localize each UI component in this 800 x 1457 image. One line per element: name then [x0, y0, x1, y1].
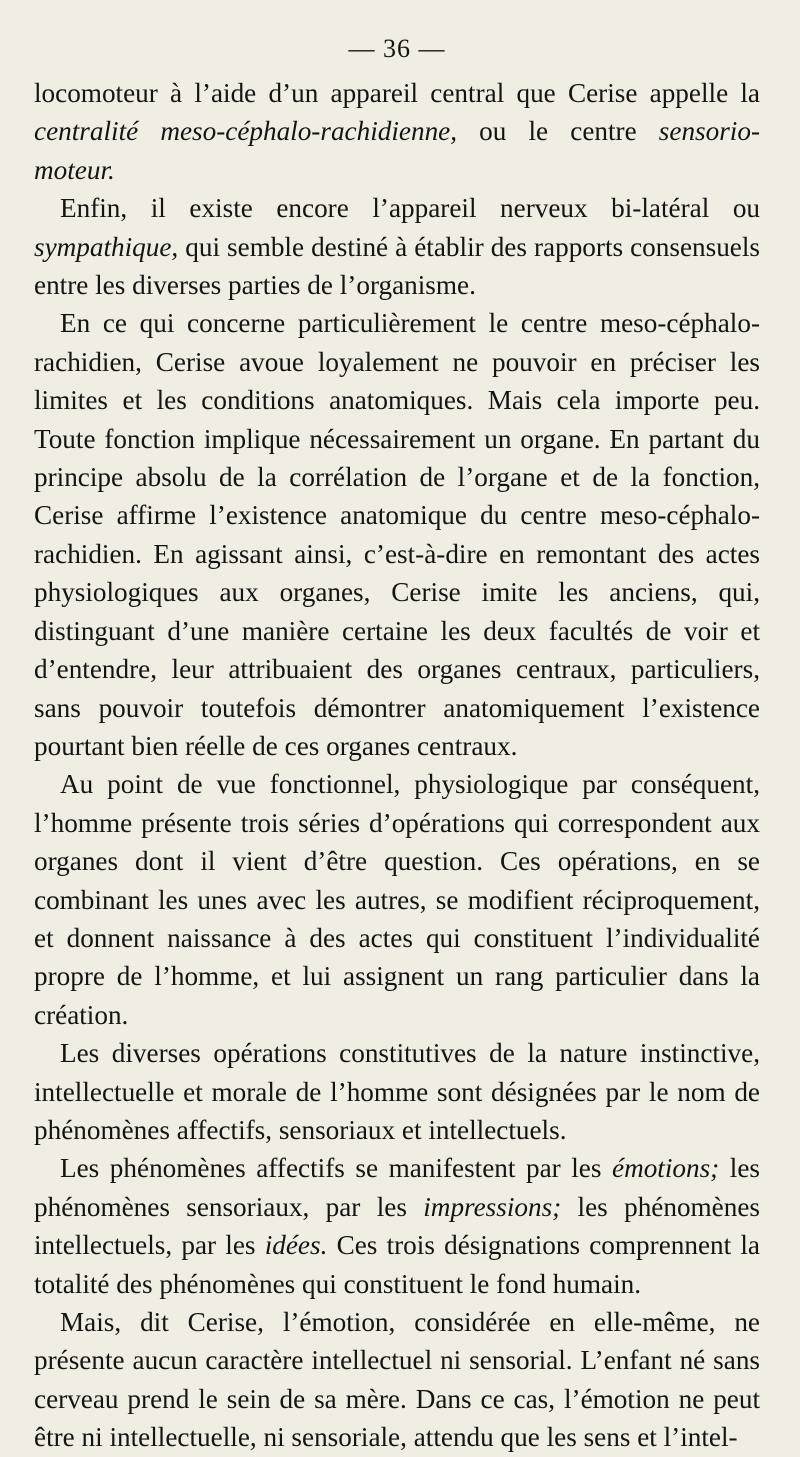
italic-term: centralité meso-céphalo-rachidienne, [34, 116, 458, 147]
page-number: — 36 — [348, 34, 446, 63]
paragraph-p3 [34, 304, 760, 765]
text-run: En ce qui concerne particulièrement le centre meso-céphalo-rachidien, Cerise avoue loyalement ne pouvoir en préciser les limites et les conditions anatomiques. Mais cela importe peu. Toute fonction implique nécessairement un organe. En partant du principe absolu de la corrélation de l’organe et de la fonction, Cerise affirme l’existence anatomique du centre meso-céphalo-rachidien. En agissant ainsi, c’est-à-dire en remontant des actes physiologiques aux organes, Cerise imite les anciens, qui, distinguant d’une manière certaine les deux facultés de voir et d’entendre, leur attribuaient des organes centraux, particuliers, sans pouvoir toutefois démontrer anatomiquement l’existence pourtant bien réelle de ces organes centraux. [34, 308, 760, 761]
paragraph-p4 [34, 765, 760, 1034]
paragraph-p5 [34, 1034, 760, 1149]
paragraph-p7 [34, 1303, 760, 1457]
italic-term: idées. [264, 1230, 328, 1261]
text-run: Les phénomènes affectifs se manifestent par les [60, 1153, 613, 1184]
text-run: Ces trois désignations comprennent la totalité des phénomènes qui constituent le fond humain. [34, 1230, 760, 1299]
italic-term: sensorio-moteur. [34, 116, 760, 185]
paragraph-p1 [34, 74, 760, 189]
text-run: Mais, dit Cerise, l’émotion, considérée en elle-même, ne présente aucun caractère intellectuel ni sensorial. L’enfant né sans cerveau prend le sein de sa mère. Dans ce cas, l’émotion ne peut être ni intellectuelle, ni sensoriale, attendu que les sens et l’intel- [34, 1307, 760, 1453]
paragraph-p6 [34, 1149, 760, 1303]
text-body [34, 74, 760, 1457]
text-run: locomoteur à l’aide d’un appareil central que Cerise appelle la [34, 78, 760, 108]
text-run: les phénomènes sensoriaux, par les [34, 1153, 761, 1222]
text-run: ou le centre [457, 116, 659, 147]
text-run: Enfin, il existe encore l’appareil nerveux bi-latéral ou [60, 193, 760, 224]
italic-term: sympathique, [34, 231, 179, 262]
text-run: les phénomènes intellectuels, par les [34, 1191, 760, 1261]
italic-term: impressions; [423, 1191, 562, 1222]
text-run: Les diverses opérations constitutives de la nature instinctive, intellectuelle et morale de l’homme sont désignées par le nom de phénomènes affectifs, sensoriaux et intellectuels. [34, 1038, 760, 1145]
text-run: Au point de vue fonctionnel, physiologique par conséquent, l’homme présente trois séries d’opérations qui correspondent aux organes dont il vient d’être question. Ces opérations, en se combinant les unes avec les autres, se modifient réciproquement, et donnent naissance à des actes qui constituent l’individualité propre de l’homme, et lui assignent un rang particulier dans la création. [34, 769, 760, 1030]
paragraph-p2 [34, 189, 760, 304]
book-page [34, 26, 760, 1457]
text-run: qui semble destiné à établir des rapports consensuels entre les diverses parties de l’organisme. [34, 231, 760, 301]
italic-term: émotions; [612, 1153, 720, 1184]
